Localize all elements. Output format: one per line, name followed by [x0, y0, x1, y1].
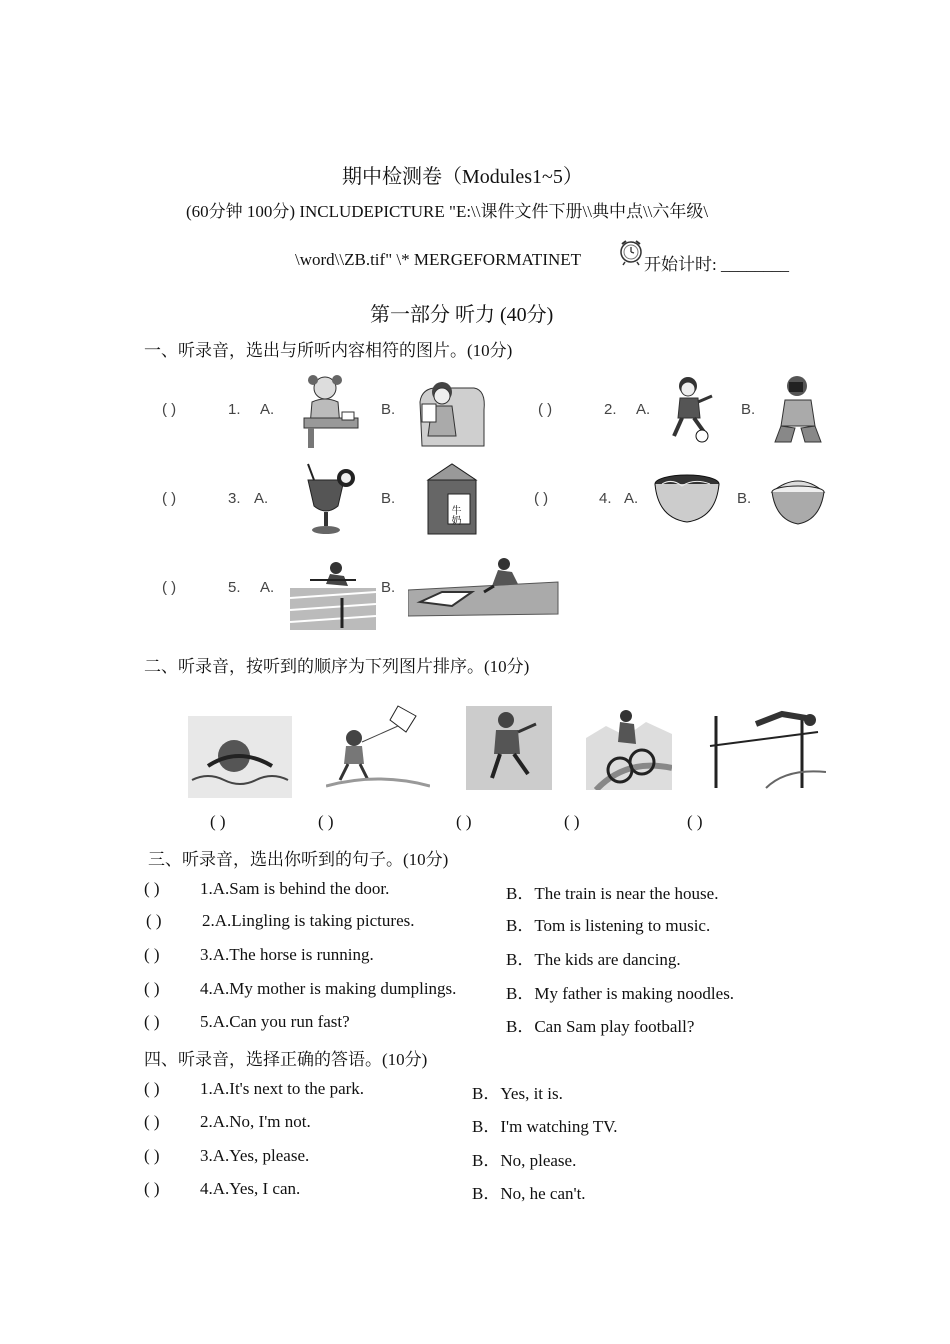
high-jump-picture: [706, 702, 826, 790]
option-a-label: A.: [260, 401, 275, 418]
answer-paren[interactable]: ( ): [144, 879, 160, 898]
noodle-bowl-picture: [652, 472, 722, 526]
answer-paren[interactable]: ( ): [534, 490, 549, 507]
answer-paren[interactable]: ( ): [144, 1179, 160, 1198]
option-a: 3.A.The horse is running.: [200, 945, 374, 964]
section-3-heading: 三、听录音，选出你听到的句子。(10分): [148, 850, 449, 869]
answer-paren[interactable]: ( ): [162, 490, 177, 507]
answer-paren[interactable]: ( ): [144, 1079, 160, 1098]
option-b-label: B.: [737, 490, 752, 507]
option-a: 1.A.Sam is behind the door.: [200, 879, 390, 898]
girl-writing-at-desk-picture: [290, 368, 360, 450]
meta-line-1: (60分钟 100分) INCLUDEPICTURE "E:\\课件文件下册\\典中点\\六年级\: [186, 202, 709, 221]
boy-cycling-picture: [586, 708, 672, 790]
section-2-heading: 二、听录音，按听到的顺序为下列图片排序。(10分): [144, 657, 530, 676]
option-b: B．I'm watching TV.: [472, 1117, 618, 1136]
option-b: B．No, please.: [472, 1151, 577, 1170]
boy-skating-picture: [466, 706, 552, 790]
option-b: B．Tom is listening to music.: [506, 916, 711, 935]
option-b: B．Yes, it is.: [472, 1084, 563, 1103]
girl-reading-in-armchair-picture: [412, 372, 488, 452]
option-a-label: A.: [624, 490, 639, 507]
hurdle-race-picture: [290, 558, 376, 630]
page-title: 期中检测卷（Modules1~5）: [342, 166, 583, 188]
answer-paren[interactable]: ( ): [146, 911, 162, 930]
order-paren[interactable]: ( ): [210, 812, 226, 831]
option-a-label: A.: [636, 401, 651, 418]
answer-paren[interactable]: ( ): [538, 401, 553, 418]
order-paren[interactable]: ( ): [318, 812, 334, 831]
option-b-label: B.: [741, 401, 756, 418]
swimming-boy-picture: [188, 716, 292, 798]
option-b-label: B.: [381, 401, 396, 418]
alarm-clock-icon: [619, 238, 643, 266]
answer-paren[interactable]: ( ): [144, 1112, 160, 1131]
option-b-label: B.: [381, 579, 396, 596]
answer-paren[interactable]: ( ): [162, 401, 177, 418]
option-b: B．My father is making noodles.: [506, 984, 735, 1003]
item-number: 3.: [228, 490, 241, 507]
meta-line-2a: \word\\ZB.tif" \* MERGEFORMATINET: [295, 250, 582, 269]
option-b-label: B.: [381, 490, 396, 507]
section-4-heading: 四、听录音，选择正确的答语。(10分): [144, 1050, 428, 1069]
section-1-heading: 一、听录音，选出与所听内容相符的图片。(10分): [144, 341, 513, 360]
option-a: 5.A.Can you run fast?: [200, 1012, 350, 1031]
juice-glass-picture: [300, 462, 360, 538]
option-a: 1.A.It's next to the park.: [200, 1079, 365, 1098]
option-a: 2.A.Lingling is taking pictures.: [202, 911, 415, 930]
option-b: B．The train is near the house.: [506, 884, 719, 903]
answer-paren[interactable]: ( ): [144, 1146, 160, 1165]
item-number: 4.: [599, 490, 612, 507]
option-a: 3.A.Yes, please.: [200, 1146, 310, 1165]
order-paren[interactable]: ( ): [456, 812, 472, 831]
answer-paren[interactable]: ( ): [144, 1012, 160, 1031]
answer-paren[interactable]: ( ): [144, 979, 160, 998]
option-a: 4.A.My mother is making dumplings.: [200, 979, 457, 998]
timer-label: 开始计时: ________: [644, 255, 789, 274]
girl-taking-photo-picture: [767, 370, 829, 448]
order-paren[interactable]: ( ): [687, 812, 703, 831]
option-b: B．Can Sam play football?: [506, 1017, 695, 1036]
option-a-label: A.: [254, 490, 269, 507]
option-a: 4.A.Yes, I can.: [200, 1179, 301, 1198]
item-number: 1.: [228, 401, 241, 418]
milk-label: 牛奶: [449, 505, 460, 525]
part-one-title: 第一部分 听力 (40分): [370, 304, 554, 326]
item-number: 5.: [228, 579, 241, 596]
option-a: 2.A.No, I'm not.: [200, 1112, 311, 1131]
answer-paren[interactable]: ( ): [144, 945, 160, 964]
boy-playing-football-picture: [664, 372, 734, 446]
option-b: B．No, he can't.: [472, 1184, 586, 1203]
milk-carton-picture: [420, 460, 484, 538]
long-jump-picture: [408, 556, 564, 618]
order-paren[interactable]: ( ): [564, 812, 580, 831]
boy-flying-kite-picture: [326, 702, 430, 790]
option-a-label: A.: [260, 579, 275, 596]
item-number: 2.: [604, 401, 617, 418]
rice-bowl-picture: [768, 470, 828, 528]
option-b: B．The kids are dancing.: [506, 950, 681, 969]
answer-paren[interactable]: ( ): [162, 579, 177, 596]
